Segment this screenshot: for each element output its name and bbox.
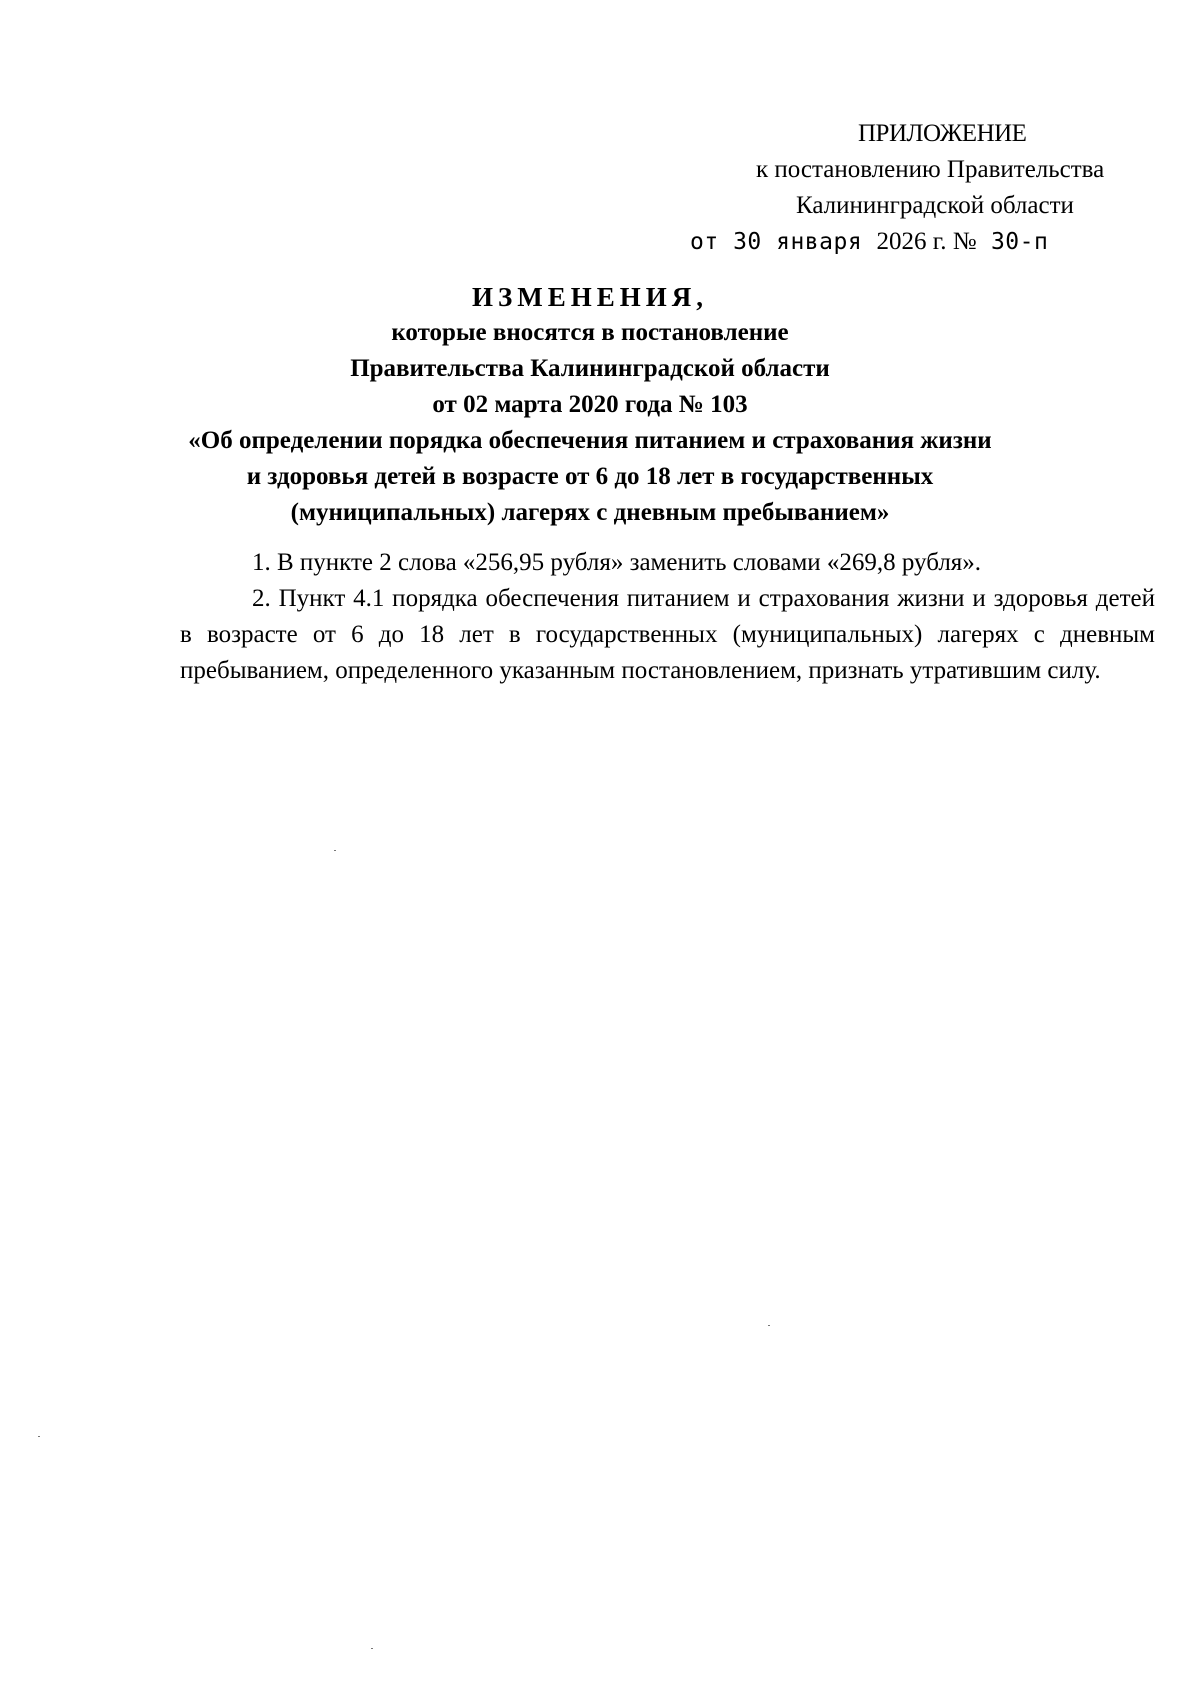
paragraph-2: 2. Пункт 4.1 порядка обеспечения питанием и страхования жизни и здоровья детей в возрасте от 6 до 18 лет в государственных (муниципальных) лагерях с дневным пребыванием, определенного указанным постановлением, признать утратившим силу.	[180, 585, 1155, 684]
scan-speck	[371, 1648, 373, 1649]
appendix-line-resolution: к постановлению Правительства	[756, 156, 1105, 183]
scan-speck	[334, 850, 336, 851]
heading-line: (муниципальных) лагерях с дневным пребыванием»	[290, 499, 890, 526]
appendix-block	[690, 116, 1160, 260]
date-year: 2026 г. №	[876, 228, 977, 255]
heading-line: и здоровья детей в возрасте от 6 до 18 лет в государственных	[246, 463, 934, 490]
appendix-line-region: Калининградской области	[796, 192, 1074, 219]
appendix-title: ПРИЛОЖЕНИЕ	[858, 120, 1027, 147]
heading-line: от 02 марта 2020 года № 103	[432, 391, 748, 418]
heading-line: Правительства Калининградской области	[350, 355, 830, 382]
paragraph-1: 1. В пункте 2 слова «256,95 рубля» заменить словами «269,8 рубля».	[252, 549, 982, 576]
document-body	[180, 545, 1155, 689]
date-prefix: от	[690, 229, 719, 255]
heading-title: ИЗМЕНЕНИЯ,	[471, 282, 708, 312]
scan-speck	[38, 1436, 40, 1437]
document-heading	[150, 279, 1030, 531]
heading-line: которые вносятся в постановление	[391, 319, 789, 346]
appendix-date-line	[690, 224, 1160, 260]
resolution-number: 30-п	[990, 229, 1049, 255]
date-value: 30 января	[733, 229, 863, 255]
scan-speck	[768, 1325, 770, 1326]
heading-line: «Об определении порядка обеспечения питанием и страхования жизни	[188, 427, 992, 454]
